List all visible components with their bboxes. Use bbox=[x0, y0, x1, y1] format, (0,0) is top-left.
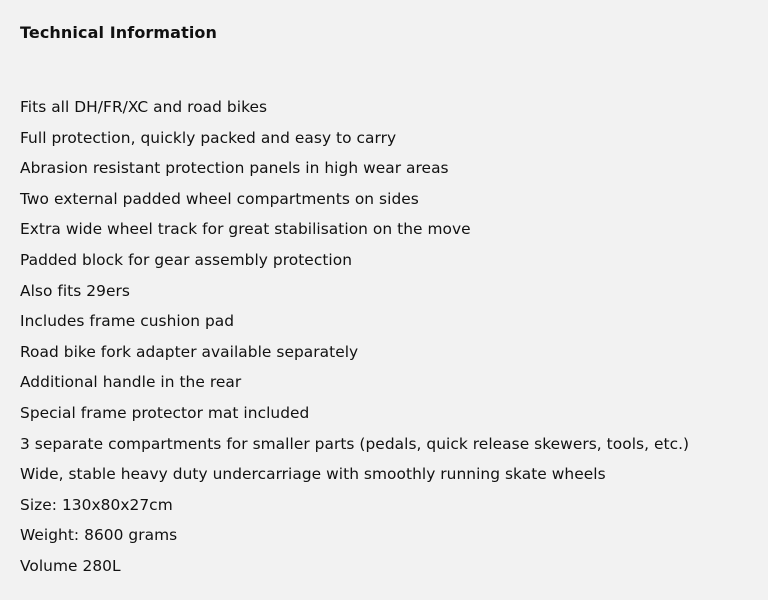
feature-item: Full protection, quickly packed and easy to carry bbox=[20, 128, 397, 147]
feature-item: Extra wide wheel track for great stabilisation on the move bbox=[20, 220, 471, 239]
feature-item: Size: 130x80x27cm bbox=[20, 495, 173, 514]
feature-item: Road bike fork adapter available separately bbox=[20, 342, 359, 361]
feature-item: Fits all DH/FR/XC and road bikes bbox=[20, 98, 268, 116]
feature-item: Volume 280L bbox=[20, 556, 121, 575]
feature-item: Wide, stable heavy duty undercarriage with smoothly running skate wheels bbox=[20, 465, 606, 484]
feature-item: Additional handle in the rear bbox=[20, 373, 242, 392]
section-title: Technical Information bbox=[20, 23, 217, 42]
feature-item: 3 separate compartments for smaller parts (pedals, quick release skewers, tools, etc.) bbox=[20, 434, 690, 453]
feature-item: Also fits 29ers bbox=[20, 281, 130, 300]
feature-item: Special frame protector mat included bbox=[20, 403, 310, 422]
feature-item: Abrasion resistant protection panels in high wear areas bbox=[20, 159, 449, 178]
feature-item: Includes frame cushion pad bbox=[20, 312, 235, 331]
feature-item: Padded block for gear assembly protection bbox=[20, 250, 353, 269]
feature-item: Two external padded wheel compartments on sides bbox=[20, 189, 419, 208]
feature-list bbox=[20, 92, 758, 582]
feature-item: Weight: 8600 grams bbox=[20, 526, 178, 545]
